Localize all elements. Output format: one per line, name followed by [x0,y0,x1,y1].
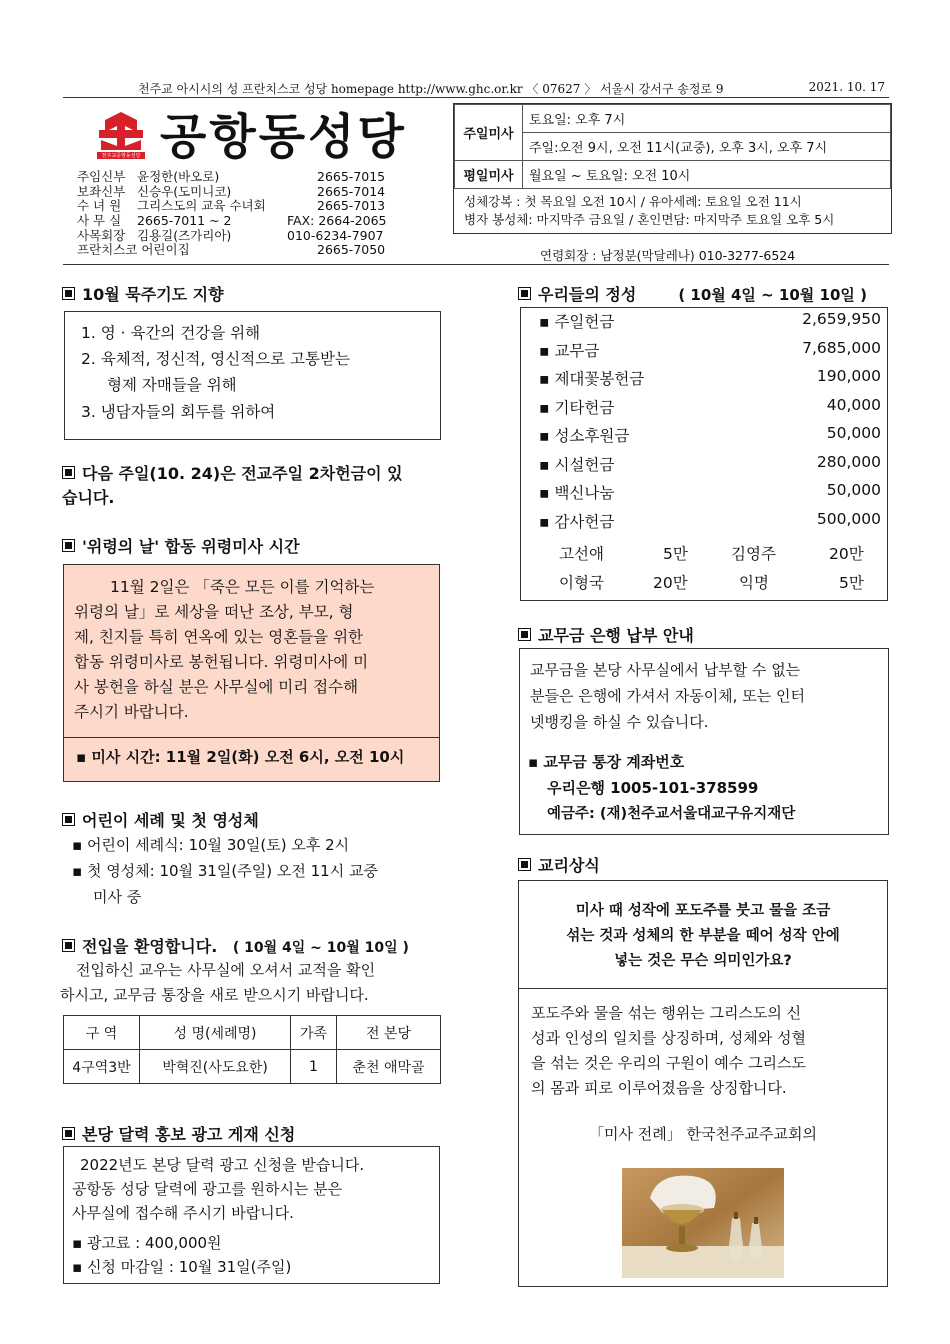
staff-role: 주임신부 [77,169,126,184]
bank-box [519,648,889,835]
offerings-list [521,310,887,538]
donor-amount: 20만 [653,574,688,592]
baptism-text: 미사 중 [93,888,142,906]
calendar-line: 사무실에 접수해 주시기 바랍니다. [72,1204,294,1222]
donor-amount: 5만 [839,574,864,592]
rosary-line: 3. 냉담자들의 회두를 위하여 [81,403,276,421]
offerings-heading [518,282,867,305]
sunday-mass-label: 주일미사 [455,105,523,161]
offering-row: ▪ 교무금 7,685,000 [539,338,881,360]
bank-line: 넷뱅킹을 하실 수 있습니다. [530,713,709,731]
page-title: 공항동성당 [160,109,407,165]
table-cell: 박혁진(사도요한) [140,1050,291,1084]
baptism-text: 첫 영성체: 10월 31일(주일) 오전 11시 교중 [86,862,378,880]
donor-amount: 5만 [663,545,688,563]
staff-row [77,229,387,244]
offering-value: 50,000 [826,424,881,442]
staff-row [77,185,387,200]
table-header: 구 역 [64,1016,140,1050]
next-sunday-line: 다음 주일(10. 24)은 전교주일 2차헌금이 있 [82,464,403,483]
memorial-line: 사 봉헌을 하실 분은 사무실에 미리 접수해 [74,678,359,696]
calendar-box [63,1146,440,1284]
rosary-line: 2. 육체적, 정신적, 영신적으로 고통받는 [81,350,350,368]
baptism-title: 어린이 세례 및 첫 영성체 [82,811,259,830]
doctrine-question [519,899,887,974]
welcome-title: 전입을 환영합니다. [82,937,218,956]
calendar-line: 공항동 성당 달력에 광고를 원하시는 분은 [72,1180,343,1198]
rosary-heading [62,282,224,305]
staff-row [77,243,387,258]
offering-value: 50,000 [826,481,881,499]
bank-title: 교무금 은행 납부 안내 [538,626,694,645]
baptism-item: ▪ 첫 영성체: 10월 31일(주일) 오전 11시 교중 [72,862,378,880]
donor-amount: 20만 [829,545,864,563]
parish-info: 천주교 아시시의 성 프란치스코 성당 homepage http://www.ghc.or.kr 〈 07627 〉 서울시 강서구 송정로 9 [138,82,724,96]
offering-value: 500,000 [816,509,881,528]
offering-row: ▪ 감사헌금 500,000 [539,509,881,531]
staff-role: 수 녀 원 [77,198,122,214]
calendar-heading [62,1122,295,1145]
offering-value: 7,685,000 [802,338,881,357]
memorial-time-text: 미사 시간: 11월 2일(화) 오전 6시, 오전 10시 [91,748,405,766]
staff-row [77,170,387,185]
mass-note-2: 병자 봉성체: 마지막주 금요일 / 혼인면담: 마지막주 토요일 오후 5시 [464,212,835,227]
staff-name: 윤정한(바오로) [137,169,220,184]
offering-name: 감사헌금 [554,512,615,531]
baptism-heading [62,808,259,831]
saturday-mass: 토요일: 오후 7시 [523,105,891,133]
offering-value: 280,000 [816,452,881,471]
staff-role: 사 무 실 [77,213,122,229]
staff-phone: 2665-7050 [317,242,386,258]
doctrine-answer [531,1001,806,1101]
weekday-mass-label: 평일미사 [455,161,523,189]
staff-role: 사목회장 [77,227,126,243]
bank-heading [518,623,694,646]
next-sunday-line: 습니다. [62,488,115,507]
logo-text: 천주교공항동성당 [101,153,141,159]
baptism-text: 어린이 세례식: 10월 30일(토) 오후 2시 [86,836,350,854]
staff-phone: 010-6234-7907 [287,227,384,243]
staff-role: 보좌신부 [77,183,126,199]
header-bottom-rule [63,264,889,265]
mass-schedule [453,103,892,234]
doctrine-box [518,880,888,1287]
offering-name: 백신나눔 [554,484,615,502]
memorial-time: ▪ 미사 시간: 11월 2일(화) 오전 6시, 오전 10시 [76,748,405,766]
weekday-mass: 월요일 ~ 토요일: 오전 10시 [523,161,891,189]
account-holder: 예금주: (재)천주교서울대교구유지재단 [547,806,796,822]
welcome-line: 하시고, 교무금 통장을 새로 받으시기 바랍니다. [60,986,369,1004]
rosary-box [64,311,441,440]
staff-list [77,170,387,258]
staff-phone: 2665-7015 [317,169,386,184]
offering-row: ▪ 시설헌금 280,000 [539,452,881,474]
memorial-line: 합동 위령미사로 봉헌됩니다. 위령미사에 미 [74,653,369,671]
staff-row [77,214,387,229]
answer-line: 의 몸과 피로 이루어졌음을 상징합니다. [531,1079,787,1097]
donor-name: 익명 [739,574,769,592]
bank-line: 분들은 은행에 가셔서 자동이체, 또는 인터 [530,687,805,705]
table-cell: 1 [291,1050,337,1084]
offering-row: ▪ 제대꽃봉헌금 190,000 [539,367,881,388]
account-title: 교무금 통장 계좌번호 [543,753,685,771]
account-number: 우리은행 1005-101-378599 [547,779,759,797]
doctrine-title: 교리상식 [538,856,600,875]
calendar-fee: ▪ 광고료 : 400,000원 [72,1234,222,1252]
welcome-line: 전입하신 교우는 사무실에 오셔서 교적을 확인 [76,961,376,979]
staff-name: 그리스도의 교육 수녀회 [137,198,266,214]
answer-line: 포도주와 물을 섞는 행위는 그리스도의 신 [531,1004,802,1022]
offering-row: ▪ 성소후원금 50,000 [539,424,881,445]
table-header: 성 명(세례명) [140,1016,291,1050]
welcome-text [60,958,450,1008]
question-line: 넣는 것은 무슨 의미인가요? [614,953,792,969]
offering-row: ▪ 주일헌금 2,659,950 [539,310,881,331]
donor-name: 이형국 [559,574,604,592]
offering-row: ▪ 백신나눔 50,000 [539,481,881,502]
mass-note-1: 성체강복 : 첫 목요일 오전 10시 / 유아세례: 토요일 오전 11시 [464,194,802,209]
table-cell: 4구역3반 [64,1050,140,1084]
next-sunday-notice [62,462,403,510]
bank-line: 교무금을 본당 사무실에서 납부할 수 없는 [530,661,801,679]
calendar-line: 2022년도 본당 달력 광고 신청을 받습니다. [80,1156,365,1174]
funeral-contact: 연령회장 : 남정분(막달레나) 010-3277-6524 [540,248,796,263]
doctrine-source: 「미사 전례」 한국천주교주교회의 [589,1125,817,1143]
memorial-title: '위령의 날' 합동 위령미사 시간 [82,537,300,556]
staff-row [77,199,387,214]
rosary-line: 형제 자매들을 위해 [107,376,237,394]
memorial-line: 위령의 날」로 세상을 떠난 조상, 부모, 형 [74,603,354,621]
offerings-period: ( 10월 4일 ~ 10월 10일 ) [678,286,867,304]
memorial-box [63,564,440,782]
question-line: 미사 때 성작에 포도주를 붓고 물을 조금 [575,903,831,919]
offering-value: 40,000 [826,395,881,414]
offerings-box [520,307,888,601]
chalice-image [622,1168,784,1278]
account-heading: ▪ 교무금 통장 계좌번호 [528,753,685,771]
memorial-line: 제, 친지들 특히 연옥에 있는 영혼들을 위한 [74,628,364,646]
baptism-item: ▪ 어린이 세례식: 10월 30일(토) 오후 2시 [72,836,350,854]
sunday-mass: 주일:오전 9시, 오전 11시(교중), 오후 3시, 오후 7시 [523,133,891,161]
donor-name: 고선애 [559,545,604,563]
calendar-deadline-text: 신청 마감일 : 10월 31일(주일) [86,1258,292,1276]
calendar-fee-text: 광고료 : 400,000원 [86,1234,222,1252]
parish-logo [95,110,147,160]
offerings-title: 우리들의 정성 [538,285,637,304]
staff-name: 2665-7011 ~ 2 [137,213,232,229]
baptism-list [72,832,378,910]
offering-name: 시설헌금 [554,455,615,474]
answer-line: 을 섞는 것은 우리의 구원이 예수 그리스도 [531,1054,806,1072]
offering-value: 2,659,950 [802,310,881,328]
donor-name: 김영주 [731,545,776,563]
table-header: 가족 [291,1016,337,1050]
staff-name: 신승우(도미니코) [137,183,232,199]
welcome-period: ( 10월 4일 ~ 10월 10일 ) [232,940,409,956]
memorial-line: 주시기 바랍니다. [74,703,189,721]
transfer-table [63,1015,441,1084]
staff-role: 프란치스코 어린이집 [77,242,190,258]
bulletin-date: 2021. 10. 17 [808,80,885,94]
offering-name: 성소후원금 [554,427,630,445]
rosary-line: 1. 영 · 육간의 건강을 위해 [81,324,261,342]
offering-name: 교무금 [554,341,600,360]
offering-value: 190,000 [816,367,881,385]
doctrine-heading [518,853,600,876]
table-row [64,1050,441,1084]
answer-line: 성과 인성의 일치를 상징하며, 성체와 성혈 [531,1029,806,1047]
staff-phone: 2665-7013 [317,198,386,214]
table-header: 전 본당 [337,1016,441,1050]
offering-name: 주일헌금 [554,313,615,331]
offering-row: ▪ 기타헌금 40,000 [539,395,881,417]
offering-name: 제대꽃봉헌금 [554,370,645,388]
table-cell: 춘천 애막골 [337,1050,441,1084]
header-info-line [63,78,889,98]
staff-name: 김용길(즈가리아) [137,227,232,243]
staff-phone: 2665-7014 [317,183,386,199]
rosary-title: 10월 묵주기도 지향 [82,285,224,304]
memorial-line: 11월 2일은 「죽은 모든 이를 기억하는 [110,578,375,596]
memorial-heading [62,534,300,557]
calendar-deadline: ▪ 신청 마감일 : 10월 31일(주일) [72,1258,292,1276]
welcome-heading [62,934,409,957]
calendar-title: 본당 달력 홍보 광고 게재 신청 [82,1125,296,1144]
question-line: 섞는 것과 성체의 한 부분을 떼어 성작 안에 [566,928,840,944]
staff-phone: FAX: 2664-2065 [287,213,387,229]
offering-name: 기타헌금 [554,398,615,417]
